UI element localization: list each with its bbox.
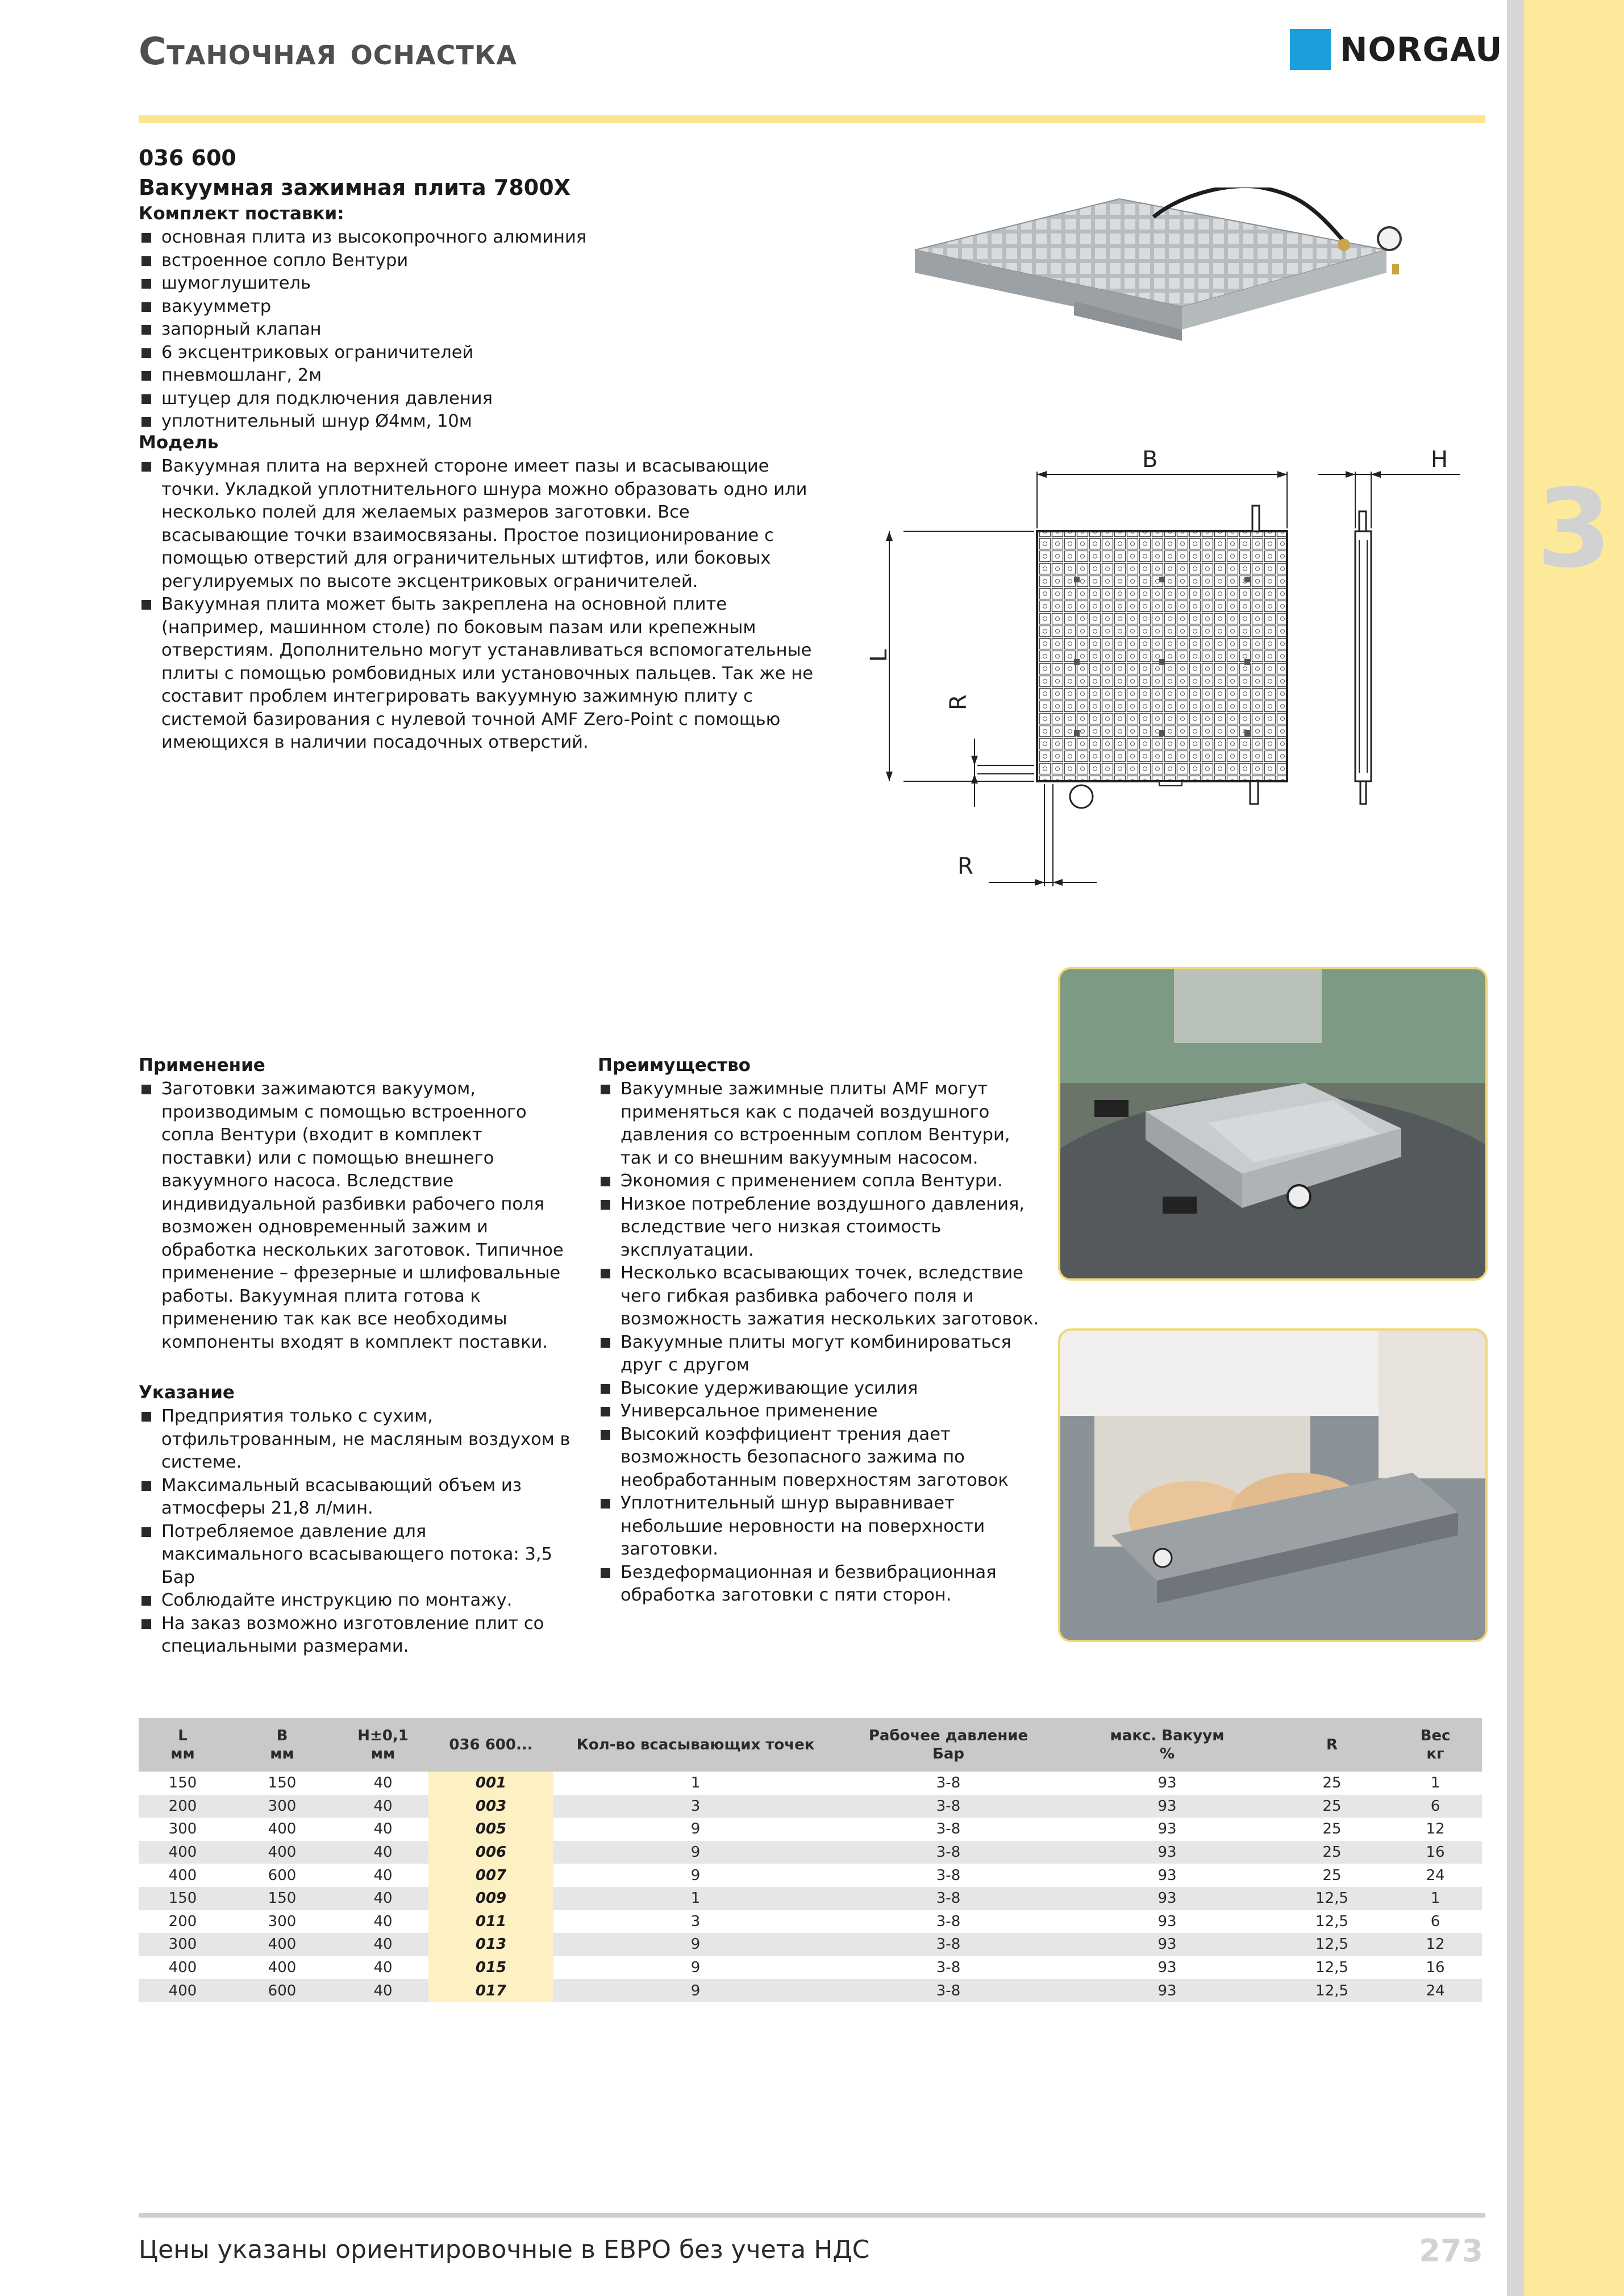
table-cell: 600 <box>227 1979 338 2002</box>
table-cell: 400 <box>227 1818 338 1841</box>
table-cell: 93 <box>1059 1772 1275 1795</box>
table-cell: 600 <box>227 1864 338 1887</box>
table-cell: 40 <box>338 1933 428 1956</box>
table-cell: 3-8 <box>838 1795 1059 1818</box>
header-label: L <box>178 1727 188 1744</box>
table-cell: 9 <box>553 1979 838 2002</box>
header-unit: мм <box>370 1745 395 1762</box>
model-list <box>139 455 821 755</box>
table-cell: 9 <box>553 1818 838 1841</box>
table-cell: 16 <box>1389 1956 1482 1980</box>
header-label: макс. Вакуум <box>1110 1727 1225 1744</box>
table-body <box>139 1772 1482 2002</box>
table-cell: 12,5 <box>1275 1933 1389 1956</box>
article-code-cell: 013 <box>428 1933 553 1956</box>
advantages-title: Преимущество <box>598 1055 751 1076</box>
table-cell: 12,5 <box>1275 1910 1389 1934</box>
application-photo-machining <box>1058 1328 1488 1642</box>
table-cell: 40 <box>338 1818 428 1841</box>
application-title: Применение <box>139 1055 265 1076</box>
chapter-tab-bar <box>1524 0 1624 2296</box>
kit-item: уплотнительный шнур Ø4мм, 10м <box>139 410 792 434</box>
article-number: 036 600 <box>139 145 236 170</box>
advantage-item: Универсальное применение <box>598 1400 1041 1423</box>
table-row <box>139 1818 1482 1841</box>
table-header-cell <box>227 1718 338 1772</box>
table-cell: 24 <box>1389 1864 1482 1887</box>
table-cell: 40 <box>338 1956 428 1980</box>
table-cell: 40 <box>338 1910 428 1934</box>
table-header-cell <box>338 1718 428 1772</box>
table-cell: 40 <box>338 1979 428 2002</box>
advantage-item: Уплотнительный шнур выравнивает небольшие неровности на поверхности заготовки. <box>598 1492 1041 1561</box>
table-cell: 40 <box>338 1841 428 1864</box>
product-name: Вакуумная зажимная плита 7800X <box>139 175 571 200</box>
header-label: 036 600... <box>449 1736 533 1753</box>
table-cell: 12,5 <box>1275 1979 1389 2002</box>
table-cell: 93 <box>1059 1956 1275 1980</box>
table-cell: 150 <box>227 1887 338 1910</box>
header-unit: мм <box>270 1745 294 1762</box>
advantage-item: Низкое потребление воздушного давления, вследствие чего низкая стоимость эксплуатации. <box>598 1193 1041 1262</box>
article-code-cell: 017 <box>428 1979 553 2002</box>
article-code-cell: 001 <box>428 1772 553 1795</box>
table-cell: 12 <box>1389 1818 1482 1841</box>
table-cell: 3-8 <box>838 1910 1059 1934</box>
table-cell: 12,5 <box>1275 1956 1389 1980</box>
table-header-row <box>139 1718 1482 1772</box>
advantage-item: Экономия с применением сопла Вентури. <box>598 1170 1041 1193</box>
table-cell: 400 <box>227 1956 338 1980</box>
price-note: Цены указаны ориентировочные в ЕВРО без учета НДС <box>139 2235 870 2264</box>
table-row <box>139 1795 1482 1818</box>
table-cell: 150 <box>227 1772 338 1795</box>
header-label: Кол-во всасывающих точек <box>576 1736 815 1753</box>
advantage-item: Высокий коэффициент трения дает возможность безопасного зажима по необработанным поверхностям заготовок <box>598 1423 1041 1493</box>
article-code-cell: 009 <box>428 1887 553 1910</box>
table-cell: 3-8 <box>838 1818 1059 1841</box>
table-cell: 3-8 <box>838 1979 1059 2002</box>
table-cell: 1 <box>1389 1772 1482 1795</box>
note-item: Предприятия только с сухим, отфильтрованным, не масляным воздухом в системе. <box>139 1405 571 1474</box>
header-unit: кг <box>1426 1745 1444 1762</box>
table-cell: 150 <box>139 1887 227 1910</box>
application-photo-machine-table <box>1058 967 1488 1281</box>
header-unit: Бар <box>932 1745 964 1762</box>
model-item: Вакуумная плита может быть закреплена на основной плите (например, машинном столе) по боковым пазам или крепежным отверстиям. Дополнительно могут устанавливаться вспомогательные плиты с помощью ромбовидных или установочных пальцев. Так же не составит проблем интегрировать вакуумную зажимную плиту с системой базирования с нулевой точной AMF Zero-Point с помощью имеющихся в наличии посадочных отверстий. <box>139 593 821 755</box>
table-header-cell <box>553 1718 838 1772</box>
table-header-cell <box>1059 1718 1275 1772</box>
kit-item: вакуумметр <box>139 295 792 319</box>
kit-item: запорный клапан <box>139 318 792 341</box>
note-item: Соблюдайте инструкцию по монтажу. <box>139 1589 571 1612</box>
table-cell: 3-8 <box>838 1841 1059 1864</box>
header-label: H±0,1 <box>357 1727 409 1744</box>
logo-square-icon <box>1290 29 1331 70</box>
article-code-cell: 006 <box>428 1841 553 1864</box>
note-item: На заказ возможно изготовление плит со специальными размерами. <box>139 1612 571 1659</box>
advantage-item: Бездеформационная и безвибрационная обработка заготовки с пяти сторон. <box>598 1561 1041 1607</box>
table-header-cell <box>1275 1718 1389 1772</box>
table-cell: 25 <box>1275 1772 1389 1795</box>
side-divider-bar <box>1507 0 1524 2296</box>
chapter-number: 3 <box>1536 466 1612 591</box>
table-cell: 150 <box>139 1772 227 1795</box>
table-cell: 9 <box>553 1841 838 1864</box>
photo-machine-table-image <box>1060 969 1485 1278</box>
table-cell: 6 <box>1389 1910 1482 1934</box>
header-label: Рабочее давление <box>868 1727 1028 1744</box>
table-cell: 400 <box>227 1841 338 1864</box>
table-cell: 93 <box>1059 1979 1275 2002</box>
table-row <box>139 1933 1482 1956</box>
table-cell: 3-8 <box>838 1864 1059 1887</box>
dim-label-r-horizontal: R <box>957 853 973 880</box>
page-title: Станочная оснастка <box>139 30 517 73</box>
table-cell: 400 <box>139 1956 227 1980</box>
kit-item: 6 эксцентриковых ограничителей <box>139 341 792 365</box>
table-cell: 3-8 <box>838 1887 1059 1910</box>
article-code-cell: 011 <box>428 1910 553 1934</box>
page-number: 273 <box>1419 2233 1483 2269</box>
table-cell: 3 <box>553 1910 838 1934</box>
table-cell: 40 <box>338 1864 428 1887</box>
table-cell: 200 <box>139 1910 227 1934</box>
table-cell: 93 <box>1059 1795 1275 1818</box>
table-cell: 93 <box>1059 1864 1275 1887</box>
technical-drawing <box>864 437 1466 892</box>
dim-label-l: L <box>866 649 892 662</box>
table-cell: 25 <box>1275 1864 1389 1887</box>
table-row <box>139 1887 1482 1910</box>
advantage-item: Вакуумные плиты могут комбинироваться друг с другом <box>598 1331 1041 1377</box>
advantage-item: Несколько всасывающих точек, вследствие чего гибкая разбивка рабочего поля и возможность зажатия нескольких заготовок. <box>598 1262 1041 1331</box>
table-cell: 24 <box>1389 1979 1482 2002</box>
kit-item: шумоглушитель <box>139 272 792 295</box>
photo-machining-image <box>1060 1331 1485 1640</box>
kit-item: встроенное сопло Вентури <box>139 249 792 273</box>
table-cell: 9 <box>553 1933 838 1956</box>
article-code-cell: 007 <box>428 1864 553 1887</box>
table-cell: 3-8 <box>838 1933 1059 1956</box>
kit-item: основная плита из высокопрочного алюминия <box>139 226 792 249</box>
table-cell: 400 <box>227 1933 338 1956</box>
table-cell: 400 <box>139 1864 227 1887</box>
model-title: Модель <box>139 432 219 453</box>
table-cell: 93 <box>1059 1933 1275 1956</box>
table-cell: 9 <box>553 1864 838 1887</box>
header-unit: мм <box>170 1745 195 1762</box>
table-header-cell <box>139 1718 227 1772</box>
note-title: Указание <box>139 1382 235 1403</box>
table-cell: 12 <box>1389 1933 1482 1956</box>
table-cell: 1 <box>1389 1887 1482 1910</box>
advantage-item: Вакуумные зажимные плиты AMF могут применяться как с подачей воздушного давления со встроенным соплом Вентури, так и со внешним вакуумным насосом. <box>598 1078 1041 1170</box>
article-code-cell: 005 <box>428 1818 553 1841</box>
table-cell: 40 <box>338 1772 428 1795</box>
table-row <box>139 1910 1482 1934</box>
table-header-cell <box>1389 1718 1482 1772</box>
kit-list <box>139 226 792 434</box>
table-cell: 300 <box>227 1910 338 1934</box>
table-row <box>139 1956 1482 1980</box>
table-header-cell <box>838 1718 1059 1772</box>
table-cell: 300 <box>227 1795 338 1818</box>
kit-item: штуцер для подключения давления <box>139 387 792 411</box>
table-cell: 400 <box>139 1841 227 1864</box>
table-cell: 12,5 <box>1275 1887 1389 1910</box>
footer-rule <box>139 2213 1485 2218</box>
table-row <box>139 1979 1482 2002</box>
table-cell: 93 <box>1059 1910 1275 1934</box>
table-cell: 25 <box>1275 1841 1389 1864</box>
table-cell: 9 <box>553 1956 838 1980</box>
table-cell: 3-8 <box>838 1772 1059 1795</box>
table-cell: 40 <box>338 1795 428 1818</box>
table-cell: 200 <box>139 1795 227 1818</box>
note-item: Потребляемое давление для максимального всасывающего потока: 3,5 Бар <box>139 1520 571 1590</box>
dim-label-r-vertical: R <box>946 694 972 710</box>
table-row <box>139 1864 1482 1887</box>
note-item: Максимальный всасывающий объем из атмосферы 21,8 л/мин. <box>139 1474 571 1520</box>
application-list <box>139 1078 571 1354</box>
advantage-item: Высокие удерживающие усилия <box>598 1377 1041 1401</box>
table-cell: 1 <box>553 1772 838 1795</box>
header-label: R <box>1326 1736 1338 1753</box>
table-row <box>139 1841 1482 1864</box>
note-list <box>139 1405 571 1659</box>
table-cell: 6 <box>1389 1795 1482 1818</box>
table-cell: 300 <box>139 1818 227 1841</box>
table-cell: 16 <box>1389 1841 1482 1864</box>
header-label: Вес <box>1420 1727 1451 1744</box>
table-cell: 93 <box>1059 1887 1275 1910</box>
table-cell: 300 <box>139 1933 227 1956</box>
table-cell: 40 <box>338 1887 428 1910</box>
article-code-cell: 003 <box>428 1795 553 1818</box>
brand-logo <box>1290 28 1502 70</box>
header-unit: % <box>1159 1745 1175 1762</box>
table-cell: 1 <box>553 1887 838 1910</box>
table-cell: 400 <box>139 1979 227 2002</box>
vacuum-plate-image <box>886 187 1443 415</box>
advantages-list <box>598 1078 1041 1607</box>
article-code-cell: 015 <box>428 1956 553 1980</box>
model-item: Вакуумная плита на верхней стороне имеет пазы и всасывающие точки. Укладкой уплотнительного шнура можно образовать одно или несколько полей для желаемых размеров заготовки. Все всасывающие точки взаимосвязаны. Простое позиционирование с помощью отверстий для ограничительных штифтов, или боковых регулируемых по высоте эксцентриковых ограничителей. <box>139 455 821 593</box>
table-cell: 25 <box>1275 1818 1389 1841</box>
table-cell: 93 <box>1059 1841 1275 1864</box>
table-cell: 3 <box>553 1795 838 1818</box>
table-cell: 3-8 <box>838 1956 1059 1980</box>
specifications-table <box>139 1718 1482 2002</box>
header-rule <box>139 115 1485 123</box>
table-cell: 25 <box>1275 1795 1389 1818</box>
table-header-cell <box>428 1718 553 1772</box>
brand-name: NORGAU <box>1340 30 1503 69</box>
kit-title: Комплект поставки: <box>139 203 344 224</box>
dim-label-b: B <box>1142 447 1158 473</box>
application-item: Заготовки зажимаются вакуумом, производимым с помощью встроенного сопла Вентури (входит в комплект поставки) или с помощью внешнего вакуумного насоса. Вследствие индивидуальной разбивки рабочего поля возможен одновременный зажим и обработка нескольких заготовок. Типичное применение – фрезерные и шлифовальные работы. Вакуумная плита готова к применению так как все необходимы компоненты входят в комплект поставки. <box>139 1078 571 1354</box>
header-label: B <box>276 1727 288 1744</box>
table-row <box>139 1772 1482 1795</box>
kit-item: пневмошланг, 2м <box>139 364 792 387</box>
dim-label-h: H <box>1431 447 1448 473</box>
table-cell: 93 <box>1059 1818 1275 1841</box>
